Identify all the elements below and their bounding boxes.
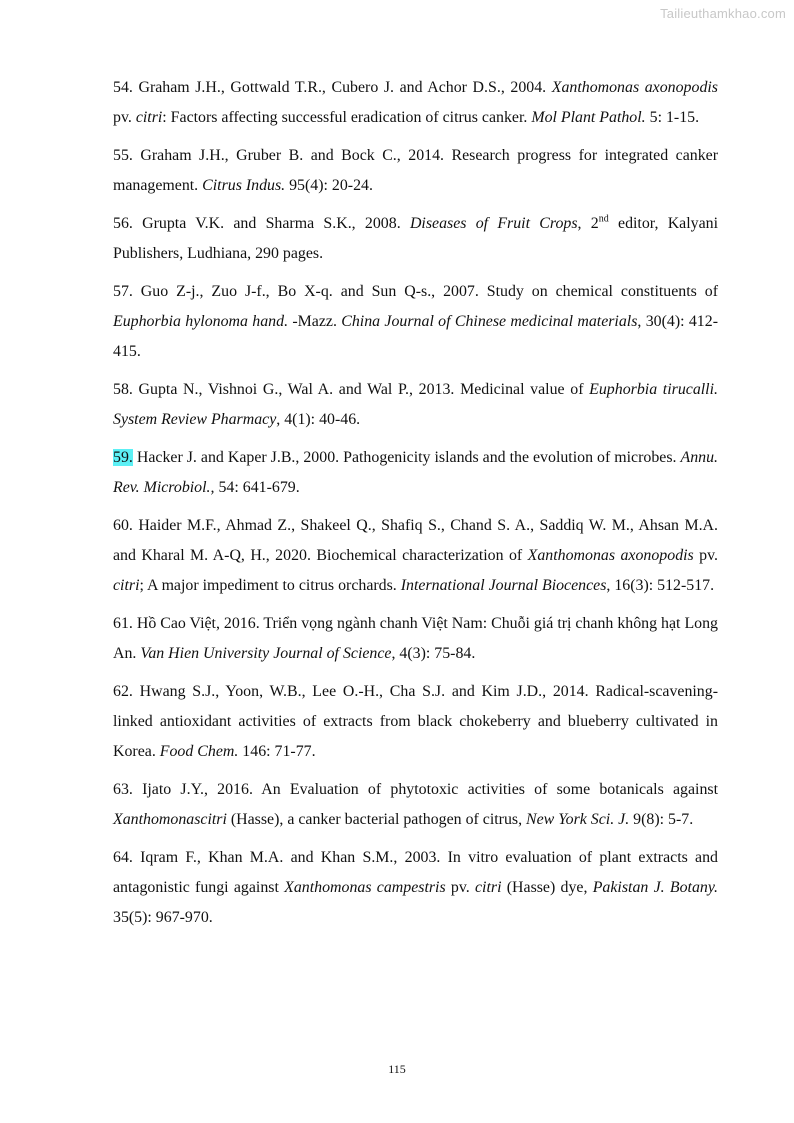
reference-italic-text: Mol Plant Pathol. (531, 109, 646, 126)
reference-text: 95(4): 20-24. (285, 177, 373, 194)
reference-text: pv. (113, 109, 136, 126)
reference-item (113, 843, 718, 933)
reference-item (113, 677, 718, 767)
reference-text: ; A major impediment to citrus orchards. (139, 577, 401, 594)
reference-italic-text: Citrus Indus. (202, 177, 286, 194)
reference-number: 64. (113, 849, 133, 866)
reference-number: 55. (113, 147, 133, 164)
reference-text: editor, Kalyani Publishers, Ludhiana, 290 pages. (113, 215, 718, 262)
watermark: Tailieuthamkhao.com (660, 6, 786, 21)
reference-italic-text: Xanthomonas axonopodis (527, 547, 694, 564)
reference-text: Graham J.H., Gottwald T.R., Cubero J. and Achor D.S., 2004. (132, 79, 552, 96)
reference-number: 58. (113, 381, 133, 398)
reference-text: Hwang S.J., Yoon, W.B., Lee O.-H., Cha S.J. and Kim J.D., 2014. Radical-scavening-linked antioxidant activities of extracts from black chokeberry and blueberry cultivated in Korea. (113, 683, 718, 760)
reference-number: 59. (113, 449, 133, 466)
reference-text: Iqram F., Khan M.A. and Khan S.M., 2003. In vitro evaluation of plant extracts and antagonistic fungi against (113, 849, 718, 896)
reference-italic-text: Xanthomonas axonopodis (551, 79, 718, 96)
reference-number: 61. (113, 615, 133, 632)
reference-italic-text: Food Chem. (159, 743, 239, 760)
reference-text: Hồ Cao Việt, 2016. Triển vọng ngành chanh Việt Nam: Chuỗi giá trị chanh không hạt Long An. (113, 615, 718, 662)
reference-number: 56. (113, 215, 133, 232)
reference-item (113, 443, 718, 503)
reference-italic-text: citri (113, 577, 140, 594)
reference-italic-text: Annu. Rev. Microbiol., (113, 449, 718, 496)
reference-italic-text: Van Hien University Journal of Science (140, 645, 392, 662)
reference-text: Hacker J. and Kaper J.B., 2000. Pathogenicity islands and the evolution of microbes. (132, 449, 681, 466)
reference-text: Grupta V.K. and Sharma S.K., 2008. (132, 215, 410, 232)
reference-text: Ijato J.Y., 2016. An Evaluation of phytotoxic activities of some botanicals against (132, 781, 718, 798)
reference-text: 35(5): 967-970. (113, 909, 213, 926)
reference-text: 9(8): 5-7. (629, 811, 694, 828)
reference-item (113, 209, 718, 269)
reference-text: Haider M.F., Ahmad Z., Shakeel Q., Shafiq S., Chand S. A., Saddiq W. M., Ahsan M.A. and Kharal M. A-Q, H., 2020. Biochemical characterization of (113, 517, 718, 564)
reference-superscript: nd (598, 213, 609, 225)
reference-item (113, 609, 718, 669)
reference-number: 62. (113, 683, 133, 700)
reference-italic-text: Diseases of Fruit Crops (409, 215, 578, 232)
reference-text: -Mazz. (288, 313, 342, 330)
reference-italic-text: New York Sci. J. (526, 811, 630, 828)
reference-number: 54. (113, 79, 133, 96)
reference-item (113, 277, 718, 367)
reference-text: : Factors affecting successful eradication of citrus canker. (162, 109, 532, 126)
reference-text: 54: 641-679. (214, 479, 300, 496)
reference-text: 5: 1-15. (645, 109, 700, 126)
reference-italic-text: International Journal Biocences (400, 577, 607, 594)
reference-italic-text: Xanthomonascitri (113, 811, 227, 828)
reference-italic-text: Xanthomonas campestris (284, 879, 446, 896)
reference-italic-text: Euphorbia tirucalli. System Review Pharmacy (113, 381, 718, 428)
reference-text: pv. (445, 879, 475, 896)
reference-italic-text: China Journal of Chinese medicinal materials (341, 313, 638, 330)
reference-number: 57. (113, 283, 133, 300)
reference-text: pv. (693, 547, 719, 564)
reference-item (113, 775, 718, 835)
reference-text: (Hasse) dye, (501, 879, 593, 896)
reference-italic-text: citri (475, 879, 502, 896)
reference-text: Guo Z-j., Zuo J-f., Bo X-q. and Sun Q-s., 2007. Study on chemical constituents of (132, 283, 718, 300)
reference-text: (Hasse), a canker bacterial pathogen of citrus, (226, 811, 527, 828)
reference-text: , 16(3): 512-517. (606, 577, 715, 594)
reference-italic-text: Pakistan J. Botany. (592, 879, 718, 896)
reference-item (113, 141, 718, 201)
reference-list (113, 73, 718, 941)
reference-text: , 2 (577, 215, 599, 232)
reference-text: , 4(1): 40-46. (276, 411, 361, 428)
reference-number: 60. (113, 517, 133, 534)
reference-italic-text: citri (135, 109, 163, 126)
reference-text: 146: 71-77. (238, 743, 316, 760)
reference-text: Gupta N., Vishnoi G., Wal A. and Wal P., 2013. Medicinal value of (132, 381, 590, 398)
reference-item (113, 511, 718, 601)
reference-text: Graham J.H., Gruber B. and Bock C., 2014. Research progress for integrated canker management. (113, 147, 718, 194)
page-number: 115 (388, 1062, 406, 1076)
reference-italic-text: Euphorbia hylonoma hand. (113, 313, 289, 330)
reference-item (113, 375, 718, 435)
reference-text: , 4(3): 75-84. (391, 645, 476, 662)
reference-text: , 30(4): 412-415. (113, 313, 718, 360)
reference-number: 63. (113, 781, 133, 798)
reference-item (113, 73, 718, 133)
